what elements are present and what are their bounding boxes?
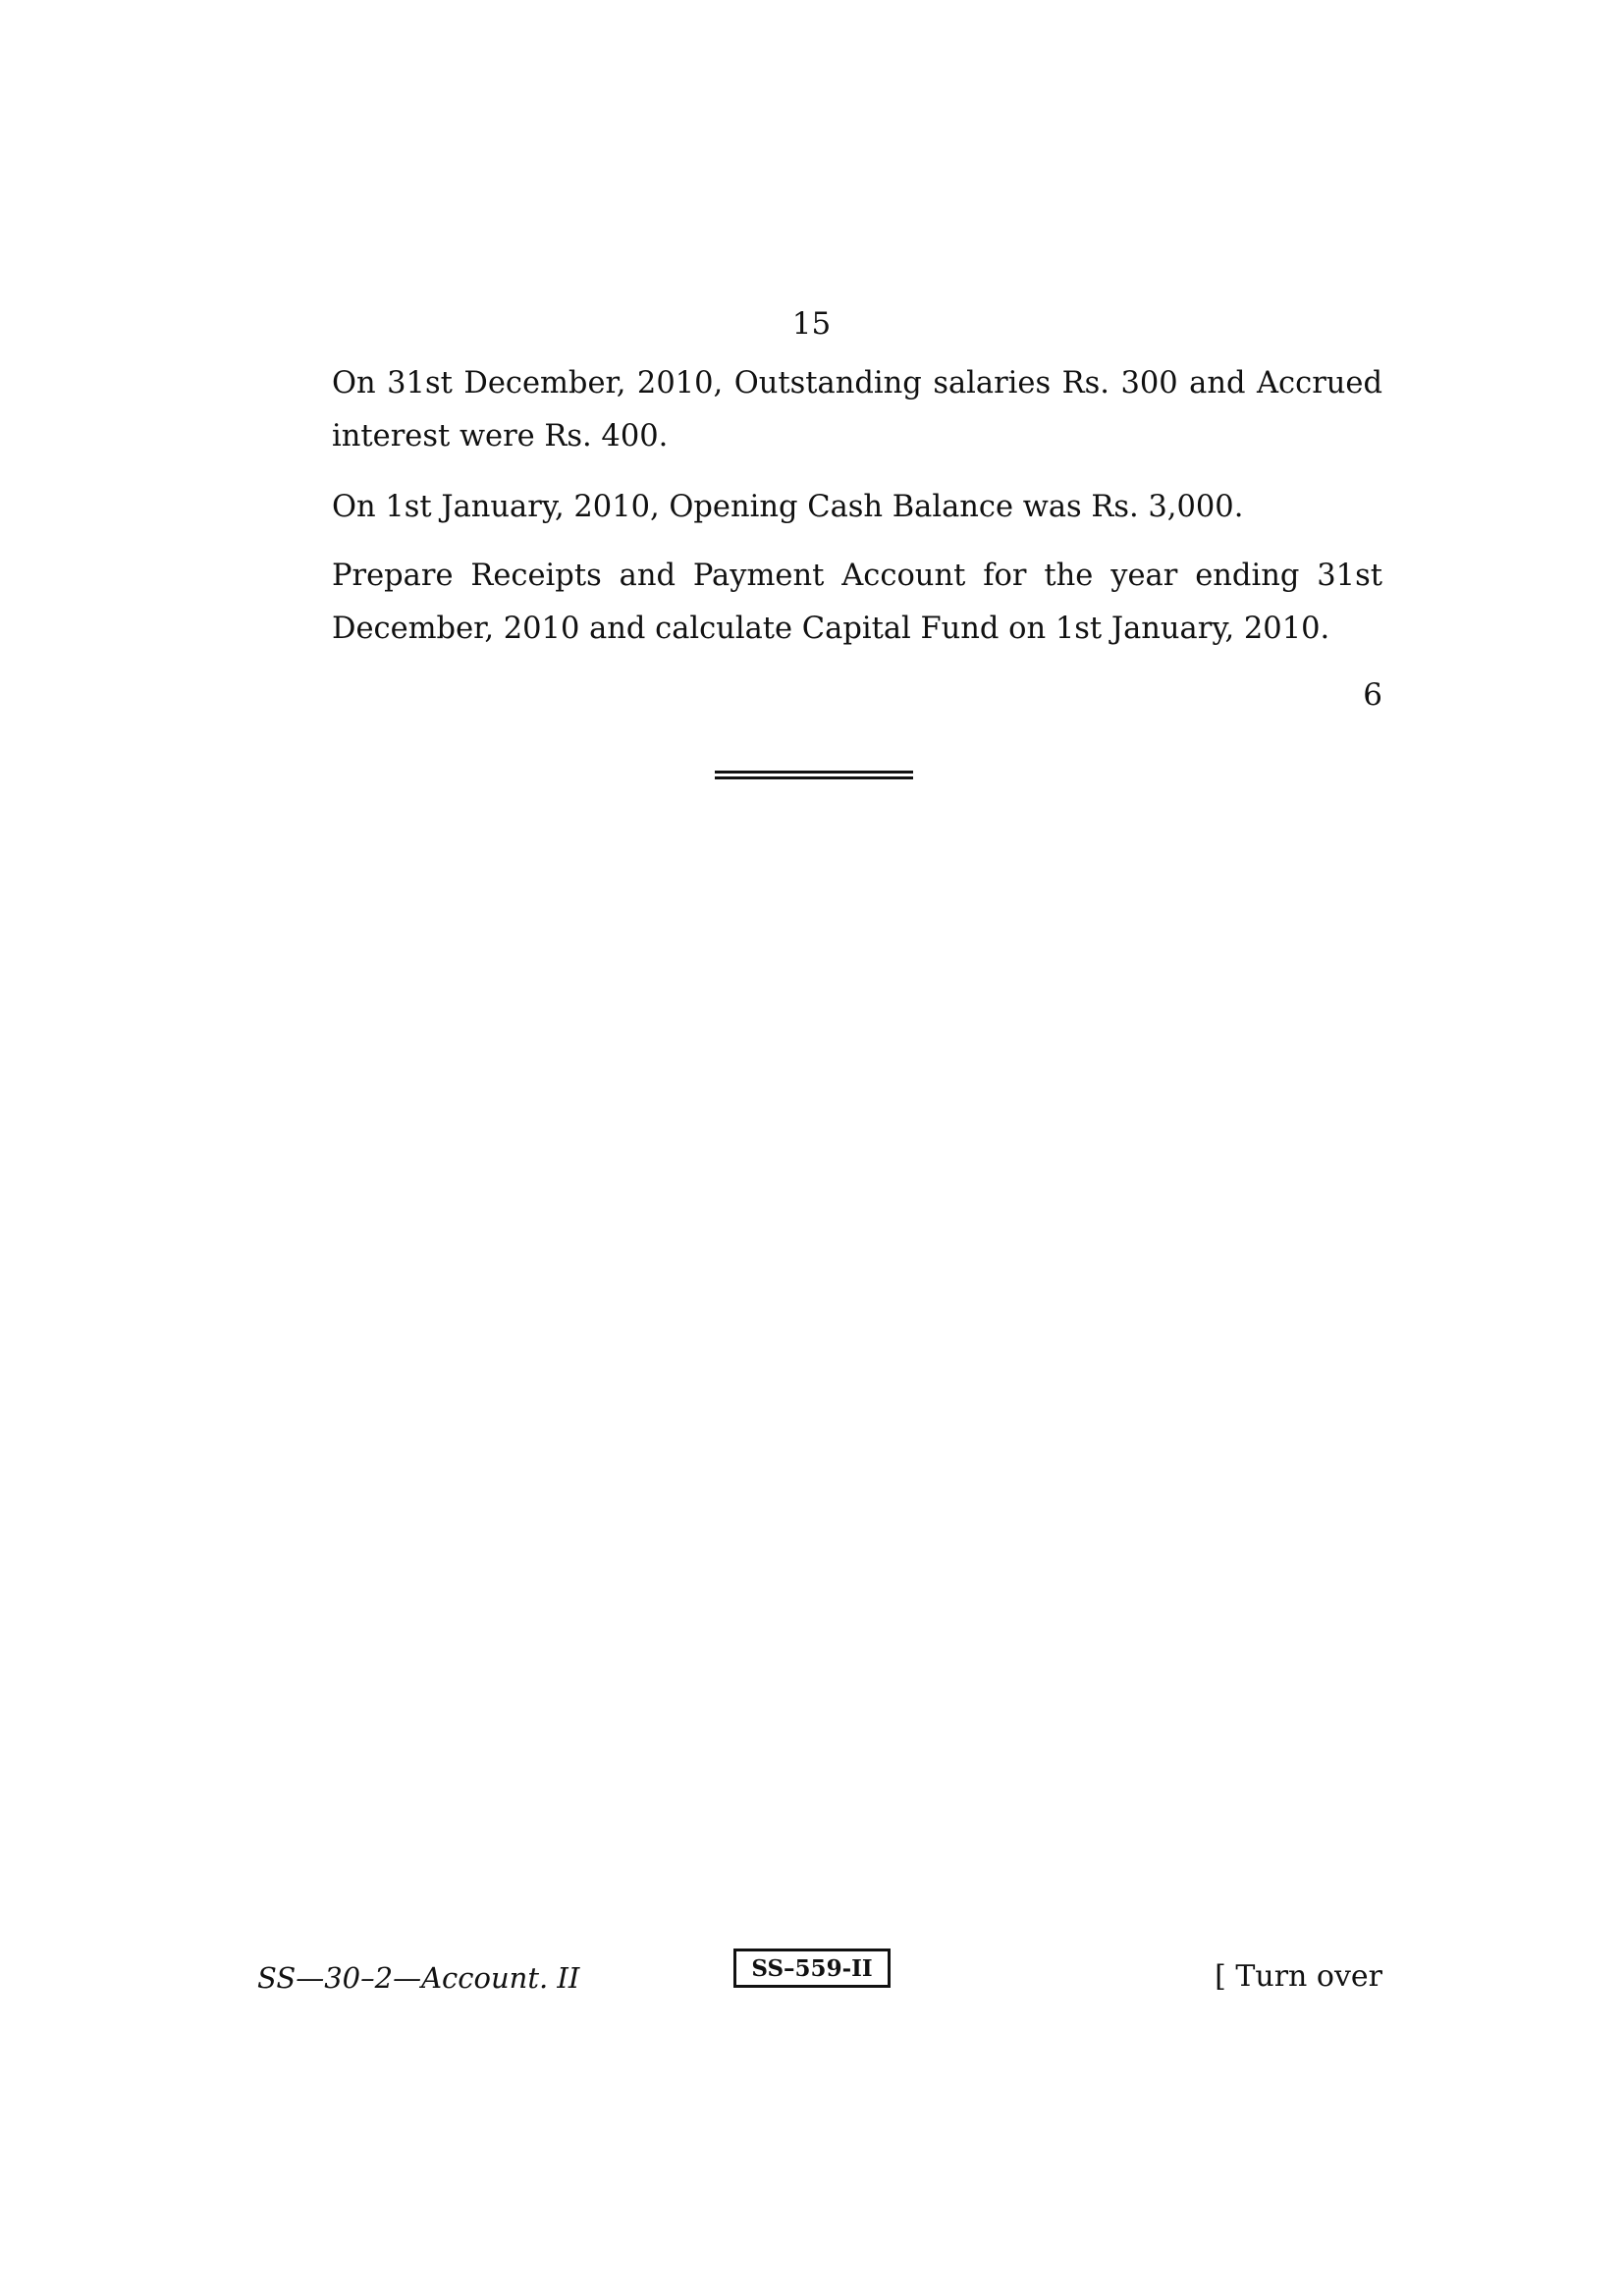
footer-paper-code-box xyxy=(733,1949,891,1988)
paragraph-text: Prepare Receipts and Payment Account for the year ending 31st December, 2010 and calculate Capital Fund on 1st January, 2010. xyxy=(332,559,1382,646)
page-number: 15 xyxy=(791,306,832,342)
paragraph-opening-balance xyxy=(332,481,1382,534)
footer-paper-code: SS–559-II xyxy=(751,1954,873,1982)
paragraph-text: On 31st December, 2010, Outstanding salaries Rs. 300 and Accrued interest were Rs. 400. xyxy=(332,366,1382,454)
paragraph-text: On 1st January, 2010, Opening Cash Balance was Rs. 3,000. xyxy=(332,490,1244,524)
paragraph-instruction xyxy=(332,550,1382,656)
footer-turn-over: [ Turn over xyxy=(1215,1959,1382,1994)
end-of-paper-double-rule xyxy=(715,771,913,779)
paragraph-outstanding-items xyxy=(332,357,1382,463)
question-marks: 6 xyxy=(1363,677,1382,713)
footer-paper-label: SS—30–2—Account. II xyxy=(257,1961,580,1995)
